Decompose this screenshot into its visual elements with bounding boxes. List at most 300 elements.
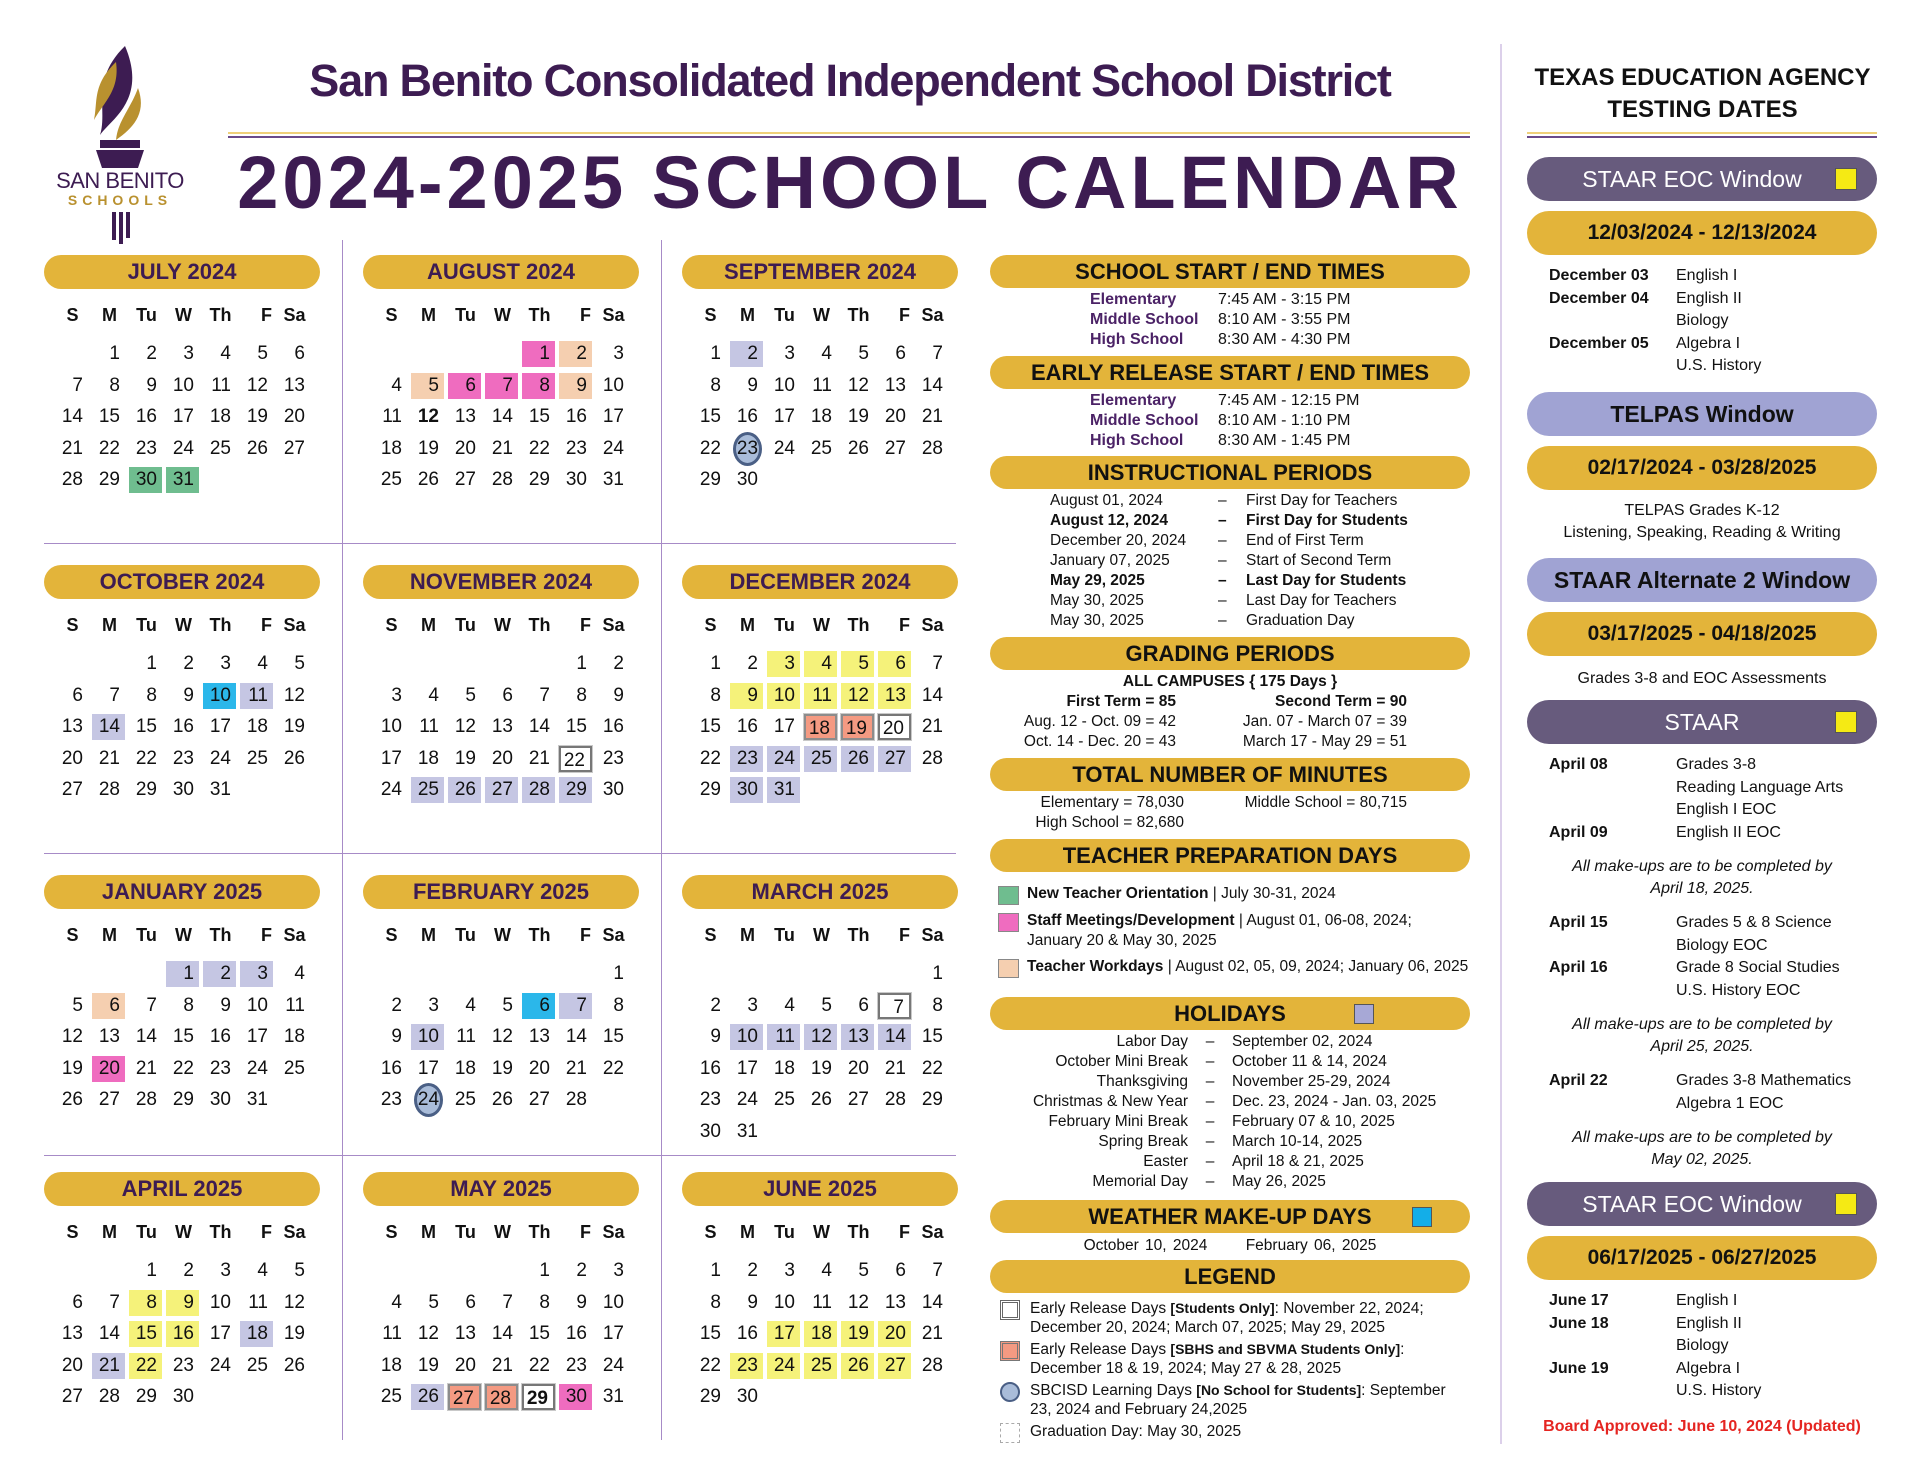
weekday-label: W (175, 925, 192, 945)
telpas-note: TELPAS Grades K-12 (1624, 502, 1780, 519)
weekday-label: M (102, 305, 117, 325)
weekday-label: Th (847, 1222, 870, 1242)
calendar-day: 12 (417, 406, 439, 427)
calendar-day: 27 (283, 437, 305, 459)
calendar-day: 7 (109, 684, 120, 706)
calendar-day: 30 (565, 469, 587, 490)
holidays-title: HOLIDAYS (1174, 1001, 1286, 1026)
test-date: April 16 (1549, 959, 1608, 976)
calendar-day: 2 (710, 994, 721, 1016)
calendar-day: 30 (129, 467, 162, 493)
month-days (682, 649, 958, 807)
week-row (54, 1319, 320, 1351)
calendar-day: 12 (246, 374, 268, 396)
calendar-day: 13 (454, 1323, 476, 1344)
calendar-day: 10 (380, 716, 402, 737)
calendar-day: 7 (932, 653, 943, 674)
calendar-day: 1 (576, 653, 587, 674)
calendar-day: 6 (895, 343, 906, 364)
week-row (373, 1351, 639, 1383)
week-row (692, 434, 958, 466)
calendar-day: 4 (428, 684, 439, 706)
tea-rule-purple (1527, 136, 1877, 138)
calendar-day: 21 (61, 437, 83, 459)
holiday-name: Thanksgiving (1096, 1073, 1188, 1090)
section-header: TELPAS Window (1527, 392, 1877, 436)
calendar-day: 4 (220, 343, 231, 364)
weekday-label: Sa (921, 305, 944, 325)
calendar-day: 10 (730, 1024, 763, 1050)
legend-item-graduation: Graduation Day: May 30, 2025 (1000, 1422, 1470, 1443)
weekday-label: Th (528, 925, 551, 945)
calendar-day: 8 (613, 994, 624, 1016)
test-date (1549, 980, 1676, 1003)
test-name: English II (1676, 289, 1742, 307)
calendar-day: 5 (465, 684, 476, 706)
weekday-label: Th (847, 305, 870, 325)
holiday-date: April 18 & 21, 2025 (1232, 1153, 1364, 1170)
calendar-day: 17 (417, 1057, 439, 1079)
teacher-prep-list (990, 872, 1470, 990)
calendar-day: 18 (454, 1057, 476, 1079)
weekday-label: W (494, 1222, 511, 1242)
calendar-day: 22 (528, 437, 550, 459)
weekday-label: Sa (602, 305, 625, 325)
calendar-title: 2024-2025 SCHOOL CALENDAR (237, 141, 1463, 224)
week-row (692, 1288, 958, 1320)
month-title: JULY 2024 (44, 255, 320, 289)
holiday-dash: – (1205, 1173, 1215, 1190)
month-calendar (363, 1172, 639, 1414)
month-calendar (363, 565, 639, 807)
calendar-day: 14 (491, 406, 513, 427)
prep-item (998, 911, 1470, 951)
weekday-header (373, 1218, 639, 1246)
telpas-section (1527, 392, 1877, 544)
grid-divider (44, 853, 956, 854)
calendar-day: 5 (257, 343, 268, 364)
weekday-label: F (580, 1222, 591, 1242)
calendar-day: 9 (747, 1291, 758, 1313)
period-dash: – (1218, 532, 1227, 549)
calendar-day: 9 (146, 374, 157, 396)
calendar-day: 8 (710, 684, 721, 706)
calendar-day: 7 (932, 343, 943, 364)
calendar-day: 21 (884, 1057, 906, 1079)
weekday-label: M (102, 1222, 117, 1242)
weekday-label: M (740, 1222, 755, 1242)
calendar-day: 26 (847, 437, 869, 459)
weekday-label: Sa (602, 1222, 625, 1242)
tests-table (1549, 1290, 1877, 1403)
calendar-day: 26 (246, 437, 268, 459)
calendar-day: 11 (240, 683, 273, 709)
calendar-day: 7 (878, 993, 911, 1019)
calendar-day: 21 (921, 406, 943, 427)
calendar-day: 2 (576, 1260, 587, 1281)
calendar-day: 25 (380, 469, 402, 490)
week-row (373, 402, 639, 434)
calendar-day: 25 (246, 1354, 268, 1376)
calendar-day: 19 (454, 747, 476, 769)
week-row (373, 681, 639, 713)
tests-table (1549, 754, 1877, 844)
calendar-day: 6 (294, 343, 305, 364)
calendar-day: 31 (736, 1120, 758, 1142)
calendar-day: 2 (747, 1260, 758, 1281)
torch-handle-icon (108, 212, 134, 244)
calendar-day: 18 (380, 1354, 402, 1376)
week-row (54, 371, 320, 403)
calendar-day: 2 (559, 341, 592, 367)
calendar-day: 2 (730, 341, 763, 367)
section-header: SCHOOL START / END TIMES (990, 255, 1470, 288)
calendar-day: 9 (747, 374, 758, 396)
calendar-day: 28 (921, 747, 943, 769)
test-date (1549, 1380, 1676, 1403)
calendar-day: 3 (747, 994, 758, 1016)
prep-label: Staff Meetings/Development (1027, 912, 1235, 929)
school-level: Middle School (1090, 311, 1199, 328)
calendar-day: 17 (773, 406, 795, 427)
test-name: English II (1676, 1314, 1742, 1332)
calendar-day: 18 (810, 406, 832, 427)
time-range: 8:30 AM - 4:30 PM (1218, 331, 1351, 348)
grading-periods-section (990, 637, 1470, 754)
calendar-day: 16 (565, 406, 587, 427)
calendar-day: 22 (699, 437, 721, 459)
calendar-day: 8 (522, 373, 555, 399)
calendar-day: 28 (884, 1089, 906, 1110)
weekday-header (692, 611, 958, 639)
week-row (54, 744, 320, 776)
calendar-day: 22 (602, 1057, 624, 1079)
staar-color-swatch (1835, 1193, 1857, 1215)
logo-text: SAN BENITO (56, 168, 184, 193)
calendar-day: 22 (135, 747, 157, 769)
calendar-day: 28 (522, 777, 555, 803)
tests-table (1549, 912, 1877, 1002)
calendar-day: 15 (699, 716, 721, 737)
month-days (682, 1256, 958, 1414)
weekday-label: Th (847, 925, 870, 945)
section-header: INSTRUCTIONAL PERIODS (990, 456, 1470, 489)
test-name: Grades 3-8 Mathematics (1676, 1072, 1852, 1089)
month-days (363, 339, 639, 497)
calendar-day: 20 (878, 1321, 911, 1347)
calendar-day: 16 (602, 716, 624, 737)
color-swatch-icon (998, 913, 1019, 932)
calendar-day: 8 (129, 1290, 162, 1316)
period-dash: – (1218, 512, 1227, 529)
calendar-day: 27 (485, 777, 518, 803)
calendar-day: 22 (98, 437, 120, 459)
calendar-day: 28 (921, 437, 943, 459)
period-event: Last Day for Teachers (1246, 592, 1397, 609)
calendar-day: 15 (699, 406, 721, 427)
month-calendar (682, 565, 958, 807)
calendar-day: 29 (172, 1089, 194, 1110)
week-row (692, 1085, 958, 1117)
calendar-day: 31 (602, 1386, 624, 1407)
weekday-label: Th (847, 615, 870, 635)
grid-divider (44, 1155, 956, 1156)
month-title: FEBRUARY 2025 (363, 875, 639, 909)
test-date: April 09 (1549, 823, 1608, 841)
calendar-day: 23 (730, 1353, 763, 1379)
calendar-day: 17 (602, 406, 624, 427)
calendar-day: 19 (810, 1057, 832, 1079)
calendar-day: 20 (878, 714, 911, 740)
holiday-date: September 02, 2024 (1232, 1033, 1373, 1050)
weekday-label: M (421, 305, 436, 325)
calendar-day: 1 (710, 343, 721, 364)
calendar-day: 9 (710, 1026, 721, 1047)
school-times-section (990, 255, 1470, 352)
calendar-day: 24 (209, 747, 231, 769)
calendar-day: 6 (502, 684, 513, 706)
weekday-label: S (66, 615, 79, 635)
calendar-day: 14 (92, 714, 125, 740)
calendar-day: 23 (699, 1089, 721, 1110)
test-name: Grade 8 Social Studies (1676, 959, 1840, 976)
weekday-header (373, 611, 639, 639)
weekday-label: F (899, 925, 910, 945)
makeup-note: All make-ups are to be completed by April 25, 2025. (1572, 1016, 1832, 1055)
holiday-name: Easter (1143, 1153, 1188, 1170)
period-date: January 07, 2025 (1050, 552, 1170, 569)
calendar-day: 7 (539, 684, 550, 706)
calendar-day: 16 (699, 1057, 721, 1079)
calendar-day: 26 (61, 1089, 83, 1110)
calendar-day: 20 (454, 437, 476, 459)
weekday-label: W (175, 305, 192, 325)
weekday-label: M (421, 1222, 436, 1242)
week-row (373, 465, 639, 497)
calendar-day: 29 (98, 469, 120, 490)
month-title: AUGUST 2024 (363, 255, 639, 289)
period-event: Graduation Day (1246, 612, 1355, 629)
calendar-day: 30 (559, 1384, 592, 1410)
calendar-day: 18 (380, 437, 402, 459)
calendar-day: 12 (847, 374, 869, 396)
calendar-day: 27 (884, 437, 906, 459)
calendar-day: 8 (183, 994, 194, 1016)
staar-color-swatch (1835, 168, 1857, 190)
holiday-dash: – (1205, 1113, 1215, 1130)
calendar-day: 16 (736, 1323, 758, 1344)
calendar-day: 25 (804, 746, 837, 772)
month-title: APRIL 2025 (44, 1172, 320, 1206)
calendar-day: 7 (146, 994, 157, 1016)
calendar-day: 11 (382, 406, 402, 427)
calendar-day: 24 (172, 437, 194, 459)
staar-color-swatch (1835, 711, 1857, 733)
calendar-day: 13 (884, 374, 906, 396)
test-name: Biology (1676, 1337, 1729, 1354)
calendar-day: 3 (767, 651, 800, 677)
calendar-day: 5 (858, 1260, 869, 1281)
test-name: Biology (1676, 312, 1729, 329)
weekday-label: W (175, 615, 192, 635)
section-header (990, 997, 1470, 1030)
calendar-day: 12 (841, 683, 874, 709)
week-row (692, 681, 958, 713)
calendar-day: 18 (417, 747, 439, 769)
calendar-day: 13 (528, 1026, 550, 1047)
prep-dates: | August 01, 06-08, 2024; January 20 & May 30, 2025 (1027, 912, 1412, 949)
calendar-day: 12 (454, 716, 476, 737)
weekday-label: Tu (455, 925, 476, 945)
board-approved-note: Board Approved: June 10, 2024 (Updated) (1543, 1418, 1861, 1435)
calendar-day: 30 (172, 779, 194, 800)
test-name: Biology EOC (1676, 936, 1768, 954)
weather-title: WEATHER MAKE-UP DAYS (1088, 1204, 1372, 1229)
month-days (363, 1256, 639, 1414)
calendar-day: 24 (767, 1353, 800, 1379)
calendar-day: 18 (240, 1321, 273, 1347)
test-date (1549, 777, 1676, 800)
test-name: English I (1676, 1292, 1738, 1309)
week-row (692, 1054, 958, 1086)
grading-periods-body (990, 670, 1470, 754)
week-row (373, 1382, 639, 1414)
calendar-day: 18 (773, 1057, 795, 1079)
teacher-prep-section (990, 839, 1470, 990)
weekday-label: Sa (602, 925, 625, 945)
week-row (373, 991, 639, 1023)
calendar-day: 20 (528, 1057, 550, 1079)
header-rule-purple (228, 136, 1470, 138)
calendar-day: 5 (72, 994, 83, 1016)
calendar-day: 22 (921, 1057, 943, 1079)
weekday-label: Th (528, 1222, 551, 1242)
week-row (373, 712, 639, 744)
week-row (373, 1319, 639, 1351)
calendar-day: 11 (248, 1291, 268, 1313)
first-term-period-2: Oct. 14 - Dec. 20 = 43 (1023, 733, 1176, 750)
school-level: Elementary (1090, 291, 1177, 308)
calendar-day: 3 (240, 961, 273, 987)
test-name: English II EOC (1676, 823, 1781, 841)
week-row (54, 775, 320, 807)
second-term-period-2: March 17 - May 29 = 51 (1242, 733, 1407, 750)
calendar-day: 8 (932, 994, 943, 1016)
time-range: 8:10 AM - 1:10 PM (1218, 412, 1351, 429)
calendar-day: 10 (203, 683, 236, 709)
calendar-day: 3 (784, 1260, 795, 1281)
section-header: EARLY RELEASE START / END TIMES (990, 356, 1470, 389)
calendar-day: 6 (858, 994, 869, 1016)
grid-divider (661, 240, 662, 1440)
weekday-label: W (494, 615, 511, 635)
calendar-day: 9 (166, 1290, 199, 1316)
weekday-label: M (740, 615, 755, 635)
calendar-day: 2 (146, 343, 157, 364)
weekday-label: W (813, 615, 830, 635)
time-range: 7:45 AM - 12:15 PM (1218, 392, 1360, 409)
calendar-day: 23 (135, 437, 157, 459)
section-header: TEACHER PREPARATION DAYS (990, 839, 1470, 872)
legend-item-learning-days: SBCISD Learning Days [No School for Students]: September 23, 2024 and February 24,2025 (1000, 1381, 1470, 1419)
test-date: December 03 (1549, 267, 1649, 284)
calendar-day: 22 (559, 746, 592, 772)
calendar-day: 24 (246, 1057, 268, 1079)
weekday-label: S (704, 925, 717, 945)
weekday-label: Tu (136, 1222, 157, 1242)
week-row (692, 1256, 958, 1288)
holiday-dash: – (1205, 1133, 1215, 1150)
calendar-day: 2 (747, 653, 758, 674)
calendar-day: 15 (172, 1026, 194, 1047)
calendar-day: 11 (456, 1026, 476, 1047)
month-days (44, 649, 320, 807)
calendar-day: 20 (491, 747, 513, 769)
staar-eoc-june-section (1527, 1182, 1877, 1403)
calendar-day: 15 (129, 1321, 162, 1347)
calendar-day: 29 (699, 779, 721, 800)
calendar-day: 18 (804, 714, 837, 740)
weekday-label: S (66, 305, 79, 325)
calendar-day: 3 (220, 653, 231, 674)
calendar-day: 4 (821, 1260, 832, 1281)
calendar-day: 3 (613, 343, 624, 364)
calendar-day: 13 (491, 716, 513, 737)
calendar-day: 17 (736, 1057, 758, 1079)
dotted-box-icon (1000, 1423, 1020, 1443)
month-calendar (682, 255, 958, 497)
header-rule-gold (228, 132, 1470, 134)
calendar-day: 9 (730, 683, 763, 709)
weather-date: October 10, 2024 (1083, 1237, 1208, 1254)
holiday-name: October Mini Break (1055, 1053, 1188, 1070)
grid-divider (342, 240, 343, 1440)
calendar-day: 13 (454, 406, 476, 427)
calendar-day: 5 (411, 373, 444, 399)
school-level: Middle School (1090, 412, 1199, 429)
calendar-day: 21 (528, 747, 550, 769)
calendar-day: 4 (784, 994, 795, 1016)
prep-item (998, 957, 1470, 978)
calendar-day: 13 (884, 1291, 906, 1313)
month-days (44, 959, 320, 1117)
weekday-header (373, 921, 639, 949)
calendar-day: 11 (285, 994, 305, 1016)
column-divider (1500, 44, 1502, 1444)
calendar-day: 24 (773, 437, 795, 459)
test-name: U.S. History EOC (1676, 981, 1801, 999)
calendar-day: 20 (283, 406, 305, 427)
calendar-day: 19 (847, 406, 869, 427)
calendar-day: 14 (98, 1323, 120, 1344)
weekday-label: Tu (455, 305, 476, 325)
calendar-day: 17 (380, 747, 402, 769)
calendar-day: 15 (699, 1323, 721, 1344)
weekday-label: Sa (283, 1222, 306, 1242)
week-row (54, 465, 320, 497)
weather-color-swatch (1412, 1207, 1432, 1227)
date-range: 12/03/2024 - 12/13/2024 (1527, 211, 1877, 255)
calendar-day: 9 (613, 684, 624, 706)
weekday-header (54, 921, 320, 949)
week-row (54, 1288, 320, 1320)
calendar-day: 17 (172, 406, 194, 427)
weekday-header (692, 1218, 958, 1246)
makeup-note: All make-ups are to be completed by April 18, 2025. (1572, 858, 1832, 897)
week-row (692, 959, 958, 991)
calendar-day: 14 (491, 1323, 513, 1344)
calendar-day: 26 (283, 1354, 305, 1376)
